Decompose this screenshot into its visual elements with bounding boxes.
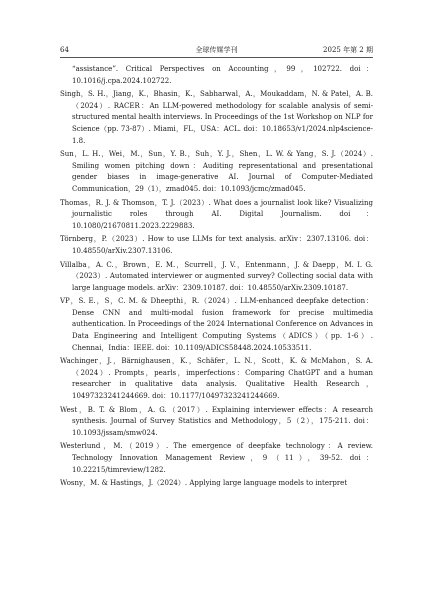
reference-entry: Wachinger，J.，Bärnighausen，K.，Schäfer，L. N.，Scott，K. & McMahon，S. A.（2024）. Prompts，pearls，imperfections：Comparing ChatGPT and a human researcher in qualitative data analysis. Qualitative Health Research，10497323241244669. doi：10.1177/10497323241244669.: [60, 357, 373, 401]
reference-entry: “assistance”. Critical Perspectives on Accounting，99，102722. doi：10.1016/j.cpa.2024.102722.: [72, 65, 373, 85]
reference-entry: Törnberg，P.（2023）. How to use LLMs for text analysis. arXiv：2307.13106. doi：10.48550/arXiv.2307.13106.: [60, 235, 373, 255]
running-header: [60, 44, 373, 56]
reference-entry: Villalba，A. C.，Brown，E. M.，Scurrell，J. V.，Entenmann，J. & Daepp，M. I. G.（2023）. Automated interviewer or augmented survey? Collecting social data with large language models. arXiv：2309.10187. doi：10.48550/arXiv.2309.10187.: [60, 260, 373, 292]
reference-entry: Singh，S. H.，Jiang，K.，Bhasin，K.，Sabharwal，A.，Moukaddam，N. & Patel，A. B.（2024）. RACER：An LLM-powered methodology for scalable analysis of semi-structured mental health interviews. In Proceedings of the 1st Workshop on NLP for Science（pp. 73-87）. Miami，FL，USA：ACL. doi：10.18653/v1/2024.nlp4science-1.8.: [60, 90, 373, 145]
reference-list: [60, 64, 373, 492]
reference-entry: Sun，L. H.，Wei，M.，Sun，Y. B.，Suh，Y. J.，Shen，L. W. & Yang，S. J.（2024）. Smiling women pitching down：Auditing representational and presentational gender biases in image-generative AI. Journal of Computer-Mediated Communication，29（1），zmad045. doi：10.1093/jcmc/zmad045.: [60, 150, 373, 193]
reference-entry: Thomas，R. J. & Thomson，T. J.（2023）. What does a journalist look like? Visualizing journalistic roles through AI. Digital Journalism. doi：10.1080/21670811.2023.2229883.: [60, 198, 373, 230]
reference-entry: Wosny，M. & Hastings，J.（2024）. Applying large language models to interpret: [60, 479, 348, 488]
issue-label: 2025 年第 2 期: [323, 46, 373, 54]
reference-entry: West，B. T. & Blom，A. G.（2017）. Explaining interviewer effects：A research synthesis. Journal of Survey Statistics and Methodology，5（2），175-211. doi：10.1093/jssam/smw024.: [60, 405, 373, 437]
page-number: 64: [60, 46, 69, 54]
journal-title: 全球传媒学刊: [195, 46, 238, 54]
header-rule: [60, 57, 373, 58]
reference-entry: VP，S. E.，S，C. M. & Dheepthi，R.（2024）. LLM-enhanced deepfake detection：Dense CNN and multi-modal fusion framework for precise multimedia authentication. In Proceedings of the 2024 International Conference on Advances in Data Engineering and Intelligent Computing Systems（ADICS）（pp. 1-6）. Chennai，India：IEEE. doi：10.1109/ADICS58448.2024.10533511.: [60, 297, 373, 352]
reference-entry: Westerlund，M.（2019）. The emergence of deepfake technology：A review. Technology Innovation Management Review，9（11），39-52. doi：10.22215/timreview/1282.: [60, 442, 373, 474]
